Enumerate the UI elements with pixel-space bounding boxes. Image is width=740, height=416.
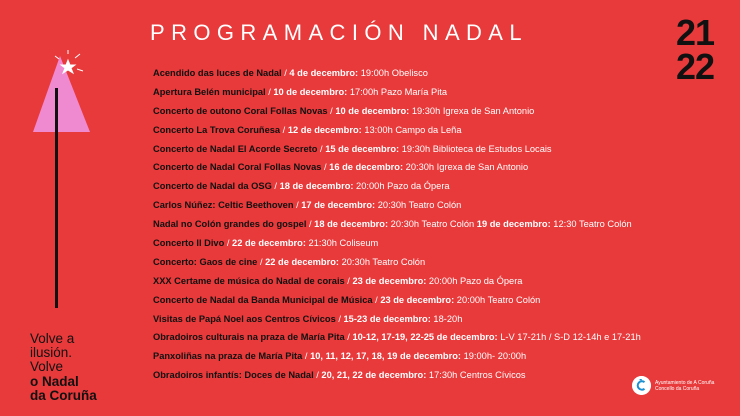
- event-detail: 20:30h Teatro Colón: [388, 219, 477, 230]
- event-date: 18 de decembro:: [279, 181, 354, 192]
- slogan: [30, 332, 97, 403]
- event-detail: 19:30h Biblioteca de Estudos Locais: [399, 143, 552, 154]
- event-date: 22 de decembro:: [265, 256, 339, 267]
- event-name: Concerto de Nadal da Banda Municipal de Música: [153, 294, 373, 305]
- event-detail: 20:00h Pazo da Ópera: [353, 181, 450, 192]
- event-name: XXX Certame de música do Nadal de corais: [153, 275, 345, 286]
- event-row: [153, 215, 641, 234]
- event-date: 4 de decembro:: [289, 68, 359, 78]
- slogan-line: ilusión.: [30, 345, 73, 361]
- events-list: [153, 64, 641, 385]
- event-name: Concerto La Trova Coruñesa: [153, 124, 281, 135]
- event-row: [153, 102, 641, 121]
- event-separator: /: [306, 219, 315, 230]
- event-row: [153, 234, 641, 253]
- event-date: 10, 11, 12, 17, 18, 19 de decembro:: [310, 351, 461, 362]
- event-date: 23 de decembro:: [352, 275, 427, 286]
- event-row: [153, 347, 641, 366]
- event-date: 10 de decembro:: [273, 86, 348, 97]
- event-detail-second: 12:30 Teatro Colón: [550, 219, 632, 230]
- event-row: [153, 291, 641, 310]
- event-name: Obradoiros infantís: Doces de Nadal: [153, 370, 314, 381]
- event-detail: 20:00h Pazo da Ópera: [426, 275, 523, 286]
- event-detail: 19:00h- 20:00h: [461, 351, 527, 362]
- tree-shape: [33, 56, 90, 132]
- event-name: Acendido das luces de Nadal: [153, 68, 282, 78]
- slogan-line-bold: o Nadal: [30, 373, 79, 389]
- event-date: 10 de decembro:: [335, 105, 410, 116]
- christmas-tree-icon: [30, 48, 100, 312]
- event-date: 12 de decembro:: [287, 124, 362, 135]
- event-row: [153, 177, 641, 196]
- event-name: Panxoliñas na praza de María Pita: [153, 351, 303, 362]
- event-name: Nadal no Colón grandes do gospel: [153, 219, 307, 230]
- event-name: Visitas de Papá Noel aos Centros Cívicos: [153, 313, 336, 324]
- event-separator: /: [321, 162, 330, 173]
- event-date-second: 19 de decembro:: [476, 219, 551, 230]
- year-top: 21: [676, 12, 715, 53]
- event-separator: /: [335, 313, 344, 324]
- event-separator: /: [271, 181, 280, 192]
- event-separator: /: [344, 275, 353, 286]
- event-detail: 13:00h Campo da Leña: [361, 124, 462, 135]
- event-date: 16 de decembro:: [329, 162, 404, 173]
- event-separator: /: [257, 256, 266, 267]
- logo-line: Concello da Coruña: [655, 385, 700, 392]
- event-detail: 20:00h Teatro Colón: [454, 294, 541, 305]
- slogan-line: Volve a: [30, 331, 75, 346]
- event-row: [153, 272, 641, 291]
- event-name: Apertura Belén municipal: [153, 86, 266, 97]
- event-name: Concerto: Gaos de cine: [153, 256, 258, 267]
- event-row: [153, 310, 641, 329]
- event-name: Concerto de Nadal da OSG: [153, 181, 272, 192]
- event-row: [153, 158, 641, 177]
- event-detail: 17:30h Centros Cívicos: [426, 370, 526, 381]
- event-row: [153, 121, 641, 140]
- event-separator: /: [293, 200, 302, 211]
- event-detail: 17:00h Pazo María Pita: [347, 86, 448, 97]
- event-detail: 20:30h Teatro Colón: [375, 200, 462, 211]
- event-detail: 18-20h: [430, 313, 463, 324]
- city-emblem-icon: [632, 376, 651, 395]
- event-date: 18 de decembro:: [314, 219, 389, 230]
- logo-text: [655, 380, 714, 392]
- event-row: [153, 140, 641, 159]
- event-row: [153, 328, 641, 347]
- event-date: 20, 21, 22 de decembro:: [321, 370, 427, 381]
- logo-line: Ayuntamiento de A Coruña: [655, 379, 715, 386]
- event-detail: 21:30h Coliseum: [305, 238, 379, 249]
- event-separator: /: [302, 351, 311, 362]
- event-name: Concerto Il Divo: [153, 238, 225, 249]
- city-council-logo: [632, 376, 714, 395]
- event-name: Concerto de Nadal Coral Follas Novas: [153, 162, 322, 173]
- event-separator: /: [313, 370, 322, 381]
- event-date: 10-12, 17-19, 22-25 de decembro:: [352, 332, 498, 343]
- event-date: 15-23 de decembro:: [343, 313, 431, 324]
- tree-trunk: [55, 88, 58, 308]
- event-separator: /: [280, 124, 288, 135]
- event-name: Concerto de Nadal El Acorde Secreto: [153, 143, 318, 154]
- event-row: [153, 83, 641, 102]
- event-row: [153, 366, 641, 385]
- event-name: Carlos Núñez: Celtic Beethoven: [153, 200, 294, 211]
- slogan-line: Volve: [30, 359, 64, 375]
- event-detail: 19:30h Igrexa de San Antonio: [409, 105, 535, 116]
- event-row: [153, 64, 641, 83]
- slogan-line-bold: da Coruña: [30, 387, 97, 403]
- year-bottom: 22: [676, 46, 715, 87]
- event-detail: 20:30h Igrexa de San Antonio: [403, 162, 529, 173]
- event-date: 15 de decembro:: [325, 143, 400, 154]
- event-separator: /: [372, 294, 381, 305]
- event-detail: 20:30h Teatro Colón: [339, 256, 426, 267]
- event-separator: /: [281, 68, 290, 78]
- event-date: 22 de decembro:: [232, 238, 306, 249]
- event-row: [153, 253, 641, 272]
- page-title: PROGRAMACIÓN NADAL: [150, 20, 529, 45]
- event-separator: /: [317, 143, 326, 154]
- event-detail: L-V 17-21h / S-D 12-14h e 17-21h: [497, 332, 641, 343]
- event-name: Obradoiros culturais na praza de María Pita: [153, 332, 345, 343]
- event-separator: /: [224, 238, 233, 249]
- year-badge: [676, 12, 715, 87]
- event-separator: /: [265, 86, 274, 97]
- event-date: 23 de decembro:: [380, 294, 455, 305]
- event-date: 17 de decembro:: [301, 200, 376, 211]
- event-row: [153, 196, 641, 215]
- event-detail: 19:00h Obelisco: [358, 68, 428, 78]
- event-separator: /: [327, 105, 336, 116]
- event-name: Concerto de outono Coral Follas Novas: [153, 105, 328, 116]
- event-separator: /: [344, 332, 353, 343]
